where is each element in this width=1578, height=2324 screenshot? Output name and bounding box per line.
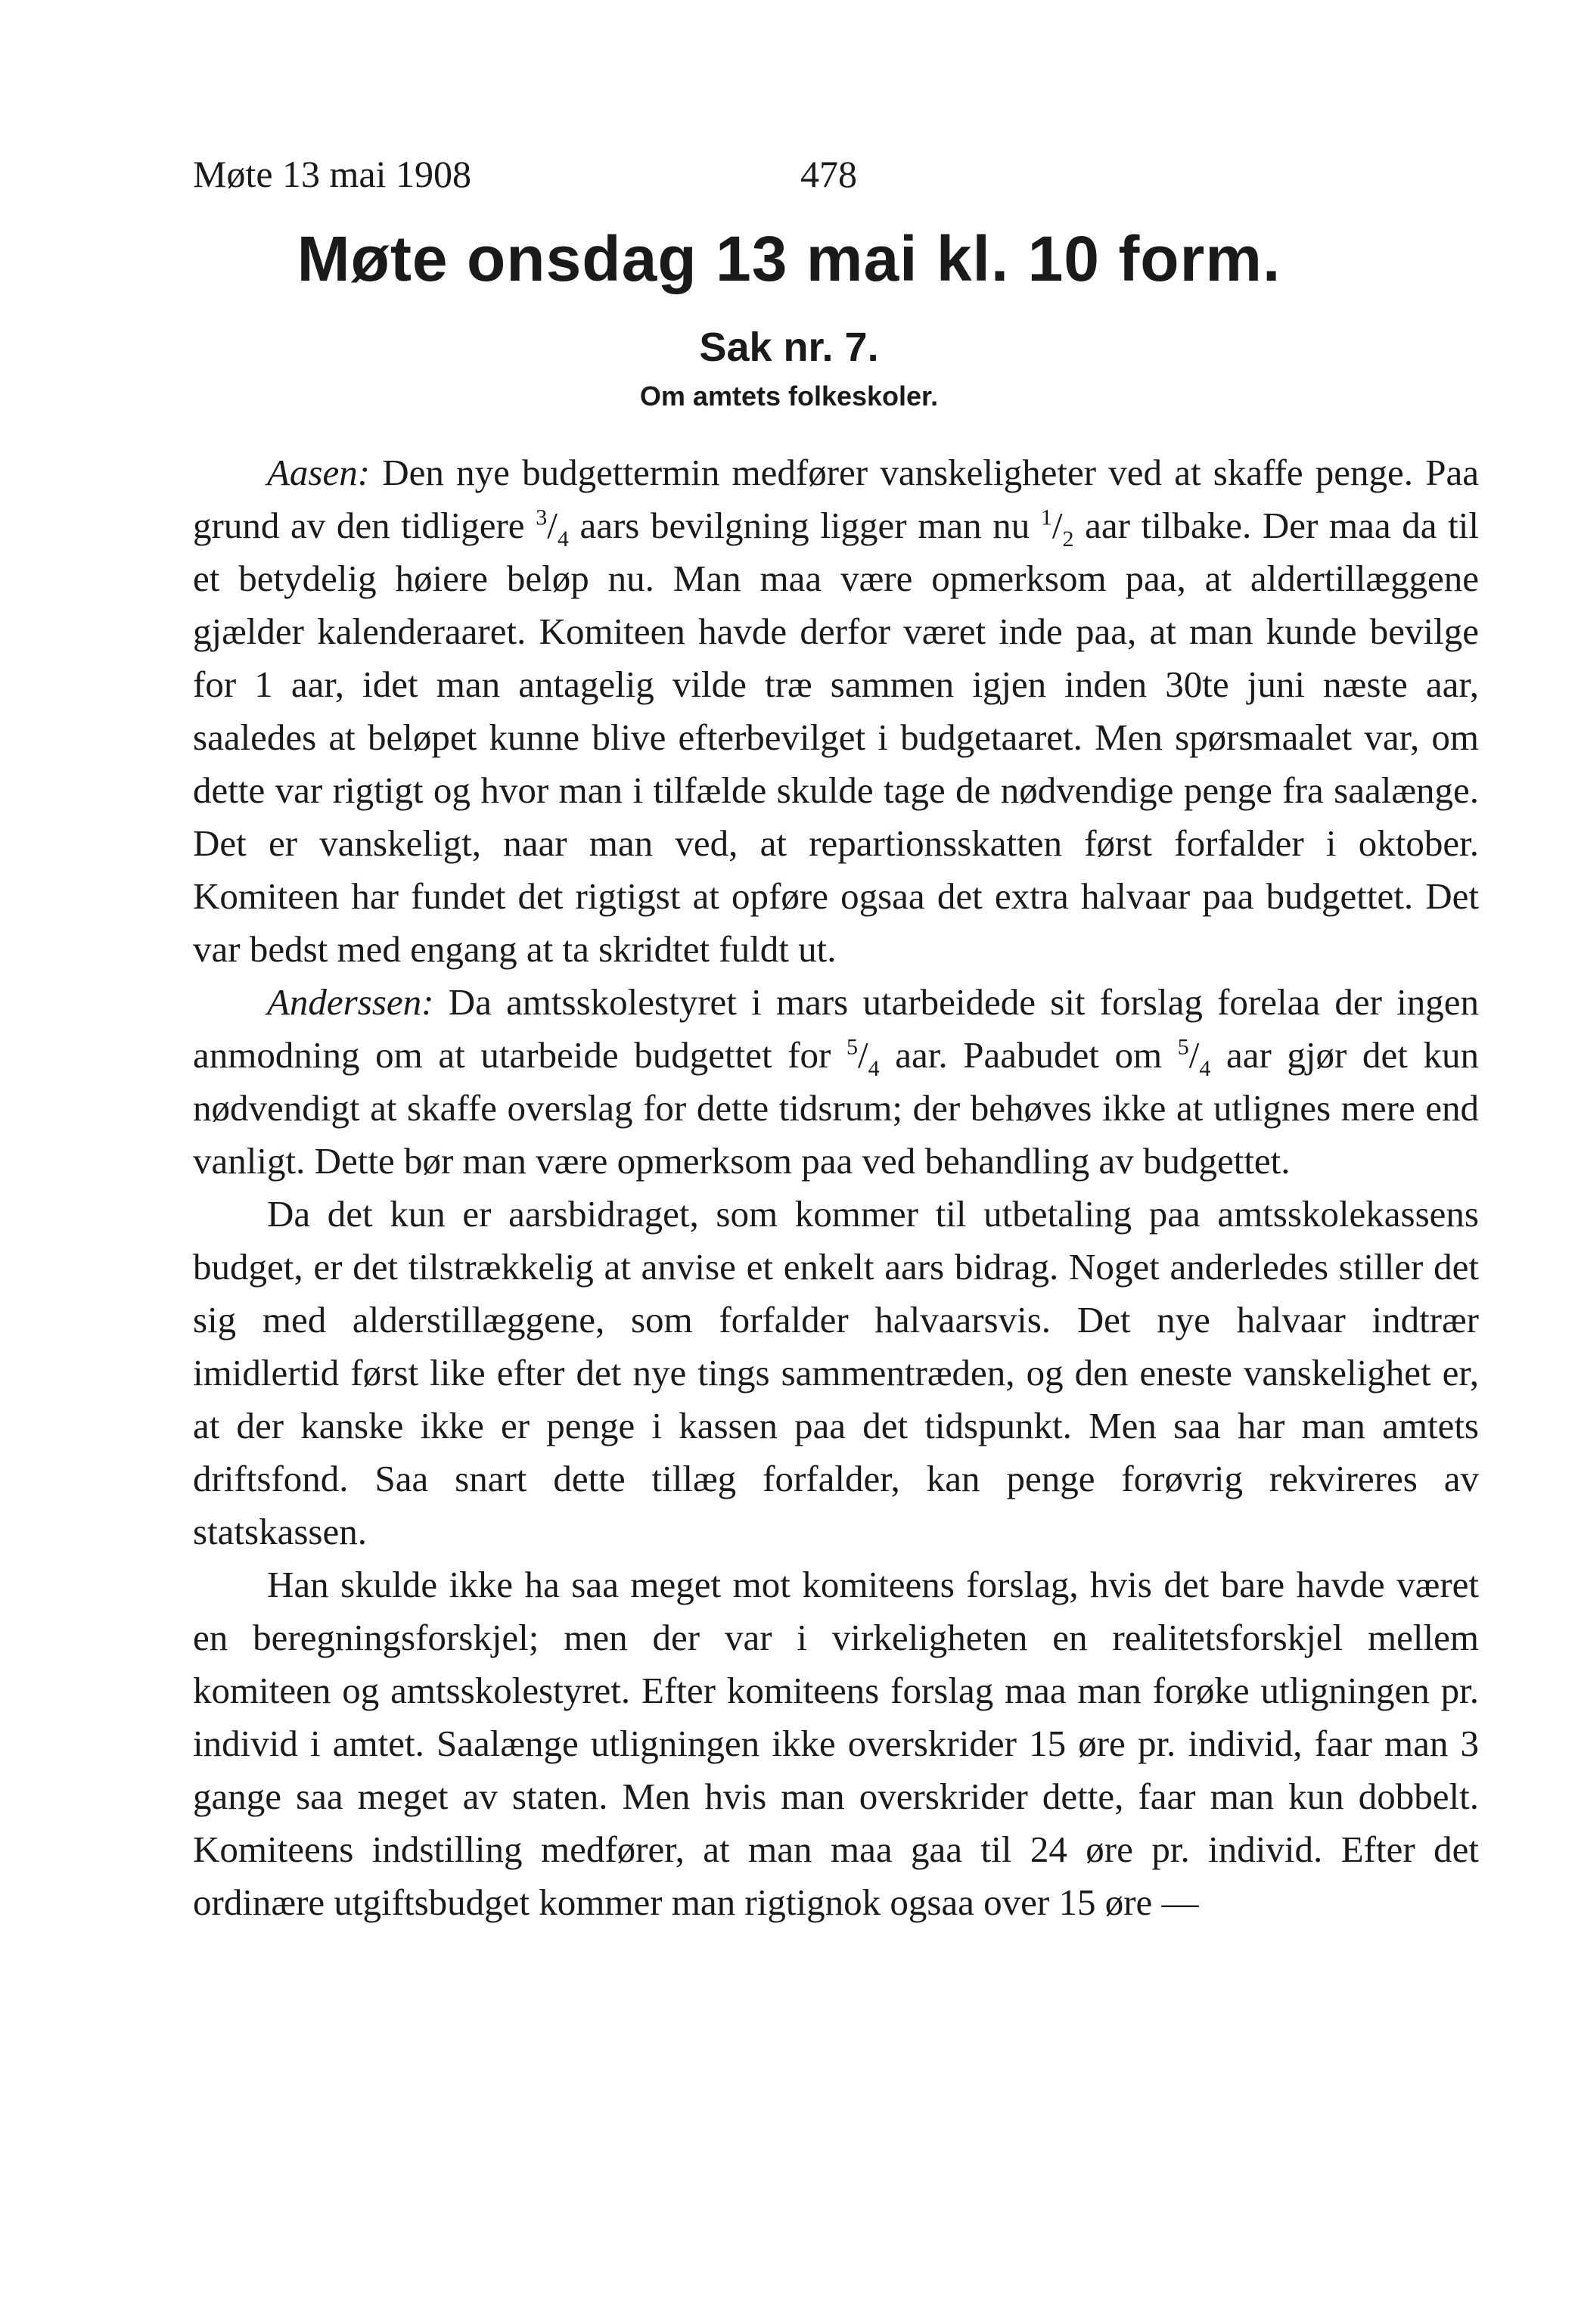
fraction-numerator: 1 [1040,505,1052,530]
paragraph-text: aar tilbake. Der maa da til et betydelig høiere beløp nu. Man maa være opmerksom paa, at aldertillæggene gjælder kalenderaaret. Komiteen havde derfor været inde paa, at man kunde bevilge for 1 aar, idet man antagelig vilde træ sammen igjen inden 30te juni næste aar, saaledes at beløpet kunne blive efterbevilget i budgetaaret. Men spørsmaalet var, om dette var rigtigt og hvor man i tilfælde skulde tage de nødvendige penge fra saalænge. Det er vanskeligt, naar man ved, at repartionsskatten først forfalder i oktober. Komiteen har fundet det rigtigst at opføre ogsaa det extra halvaar paa budgettet. Det var bedst med engang at ta skridtet fuldt ut. [193,505,1479,970]
paragraph-anderssen: Anderssen: Da amtsskolestyret i mars utarbeidede sit forslag forelaa der ingen anmodning om at utarbeide budgettet for $^5/_4$ aar. Paabudet om $^5/_4$ aar gjør det kun nødvendigt at skaffe overslag for dette tidsrum; der behøves ikke at utlignes mere end vanligt. Dette bør man være opmerksom paa ved behandling av budgettet. [193,981,1479,1182]
body-text [193,446,1479,1929]
fraction-numerator: 5 [1177,1034,1189,1060]
fraction-denominator: 4 [1199,1055,1211,1081]
speaker-name: Aasen: [267,452,371,493]
meeting-title: Møte onsdag 13 mai kl. 10 form. [297,223,1281,294]
running-head: Møte 13 mai 1908 [193,153,472,195]
paragraph: Da det kun er aarsbidraget, som kommer til utbetaling paa amtsskolekassens budget, er det tilstrækkelig at anvise et enkelt aars bidrag. Noget anderledes stiller det sig med alderstillæggene, som forfalder halvaarsvis. Det nye halvaar indtrær imidlertid først like efter det nye tings sammentræden, og den eneste vanskelighet er, at der kanske ikke er penge i kassen paa det tidspunkt. Men saa har man amtets driftsfond. Saa snart dette tillæg forfalder, kan penge forøvrig rekvireres av statskassen. [193,1193,1479,1552]
fraction-denominator: 4 [557,526,569,551]
paragraph-text: Da amtsskolestyret i mars utarbeidede sit forslag forelaa der ingen anmodning om at utarbeide budgettet for [193,981,1479,1076]
paragraph: Han skulde ikke ha saa meget mot komiteens forslag, hvis det bare havde været en beregningsforskjel; men der var i virkeligheten en realitetsforskjel mellem komiteen og amtsskolestyret. Efter komiteens forslag maa man forøke utligningen pr. individ i amtet. Saalænge utligningen ikke overskrider 15 øre pr. individ, faar man 3 gange saa meget av staten. Men hvis man overskrider dette, faar man kun dobbelt. Komiteens indstilling medfører, at man maa gaa til 24 øre pr. individ. Efter det ordinære utgiftsbudget kommer man rigtignok ogsaa over 15 øre — [193,1564,1479,1923]
fraction-denominator: 2 [1062,526,1074,551]
fraction-numerator: 5 [846,1034,858,1060]
paragraph-text: aar. Paabudet om [879,1034,1178,1076]
paragraph-text: aar gjør det kun nødvendigt at skaffe overslag for dette tidsrum; der behøves ikke at utlignes mere end vanligt. Dette bør man være opmerksom paa ved behandling av budgettet. [193,1034,1479,1182]
paragraph-text: Den nye budgettermin medfører vanskeligheter ved at skaffe penge. Paa grund av den tidligere [193,452,1479,546]
case-subtitle: Om amtets folkeskoler. [639,381,939,412]
case-title: Sak nr. 7. [699,325,879,370]
paragraph-text: aars bevilgning ligger man nu [568,505,1041,546]
paragraph-aasen: Aasen: Den nye budgettermin medfører vanskeligheter ved at skaffe penge. Paa grund av den tidligere $^3/_4$ aars bevilgning ligger man nu $^1/_2$ aar tilbake. Der maa da til et betydelig høiere beløp nu. Man maa være opmerksom paa, at aldertillæggene gjælder kalenderaaret. Komiteen havde derfor været inde paa, at man kunde bevilge for 1 aar, idet man antagelig vilde træ sammen igjen inden 30te juni næste aar, saaledes at beløpet kunne blive efterbevilget i budgetaaret. Men spørsmaalet var, om dette var rigtigt og hvor man i tilfælde skulde tage de nødvendige penge fra saalænge. Det er vanskeligt, naar man ved, at repartionsskatten først forfalder i oktober. Komiteen har fundet det rigtigst at opføre ogsaa det extra halvaar paa budgettet. Det var bedst med engang at ta skridtet fuldt ut. [193,452,1479,970]
speaker-name: Anderssen: [267,981,434,1023]
fraction-numerator: 3 [536,505,548,530]
page-number: 478 [800,153,857,195]
fraction-denominator: 4 [868,1055,880,1081]
